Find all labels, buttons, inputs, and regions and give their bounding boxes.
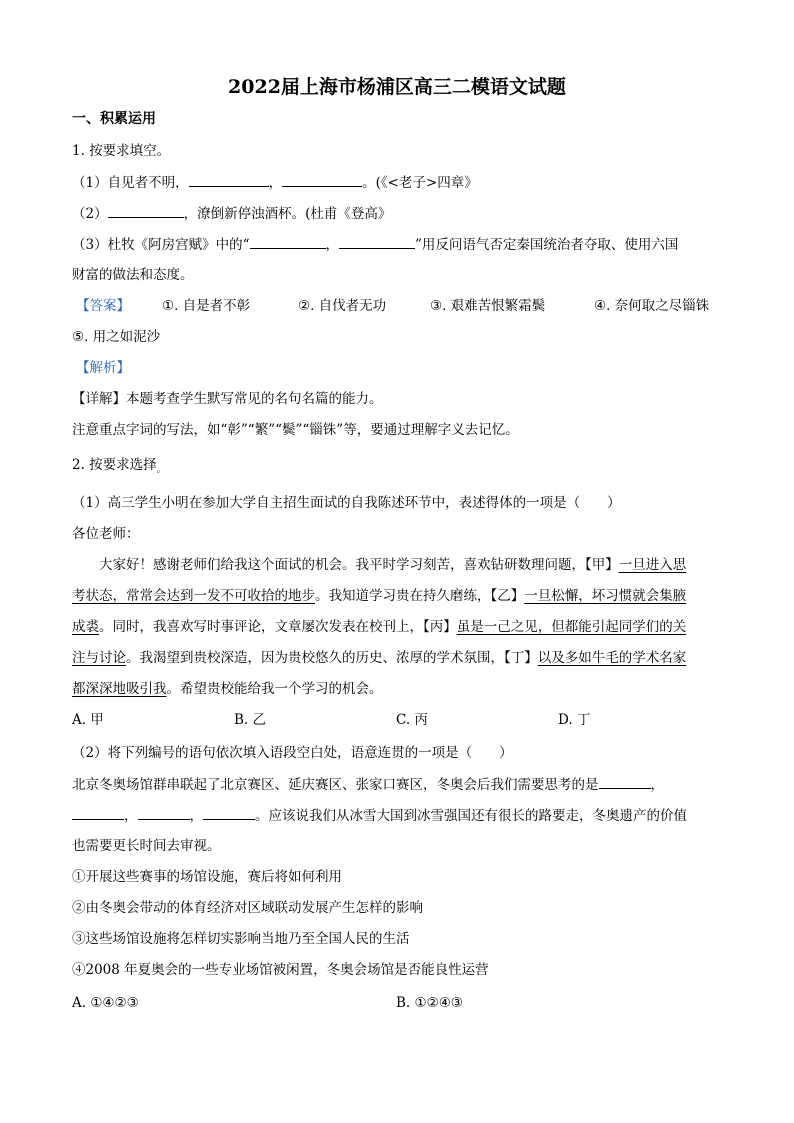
q1-item1-comma: ， <box>268 175 283 191</box>
underlined-phrase-jia: 考状态，常常会达到一发不可收拾的地步 <box>72 588 315 604</box>
q1-item3-prefix: （3）杜牧《阿房宫赋》中的“ <box>72 237 250 253</box>
q1-stem: 1. 按要求填空。 <box>72 143 171 159</box>
answer-blank <box>599 774 651 789</box>
underlined-phrase-jia: 一旦进入思 <box>618 557 687 573</box>
q2-stem <box>72 455 166 480</box>
detail-line-2: 注意重点字词的写法，如“彰”“繁”“鬓”“锱铢”等，要通过理解字义去记忆。 <box>72 422 519 438</box>
q1-item3 <box>72 234 678 255</box>
sub2-line-2 <box>72 805 687 826</box>
answer-blank <box>339 234 415 249</box>
sub2-text: 北京冬奥场馆群串联起了北京赛区、延庆赛区、张家口赛区，冬奥会后我们需要思考的是 <box>72 777 599 793</box>
sub2-text: ， <box>124 808 138 824</box>
underlined-phrase-ding: 都深深地吸引我 <box>72 681 167 697</box>
answer-item-4: ④. 奈何取之尽锱铢 <box>594 298 710 314</box>
answer-blank <box>72 805 124 820</box>
answer-item-3: ③. 艰难苦恨繁霜鬓 <box>430 298 546 314</box>
option-a[interactable]: A. ①④②③ <box>72 995 139 1011</box>
underlined-phrase-bing: 注与讨论 <box>72 650 126 666</box>
q2-sub2: （2）将下列编号的语句依次填入语段空白处，语意连贯的一项是（ ） <box>72 745 513 761</box>
section-heading: 一、积累运用 <box>72 111 156 127</box>
passage-text: 。同时，我喜欢写时事评论，文章屡次发表在校刊上，【丙】 <box>99 619 457 635</box>
analysis-tag: 【解析】 <box>76 360 130 376</box>
underlined-phrase-yi: 一旦松懈，坏习惯就会集腋 <box>524 588 687 604</box>
underlined-phrase-bing: 虽是一己之见，但都能引起同学们的关 <box>456 619 687 635</box>
answer-blank <box>108 203 184 218</box>
answer-blank <box>250 234 326 249</box>
answer-item-2: ②. 自伐者无功 <box>298 298 387 314</box>
passage-line-4 <box>72 648 686 668</box>
options-row-2 <box>72 993 722 1013</box>
page-title: 2022届上海市杨浦区高三二模语文试题 <box>228 76 566 98</box>
answer-blank <box>189 172 269 187</box>
answer-tag: 【答案】 <box>76 298 130 314</box>
passage-line-3 <box>72 617 686 637</box>
option-d[interactable]: D. 丁 <box>558 712 591 728</box>
sub2-line-1 <box>72 774 664 795</box>
option-b[interactable]: B. ①②④③ <box>396 995 463 1011</box>
option-b[interactable]: B. 乙 <box>234 712 267 728</box>
passage-text: 大家好！感谢老师们给我这个面试的机会。我平时学习刻苦，喜欢钻研数理问题，【甲】 <box>99 557 619 573</box>
answer-blank <box>138 805 190 820</box>
sub2-line-3: 也需要更长时间去审视。 <box>72 838 221 854</box>
passage-greeting: 各位老师： <box>72 526 140 542</box>
statement-item: ②由冬奥会带动的体育经济对区域联动发展产生怎样的影响 <box>72 900 423 916</box>
option-c[interactable]: C. 丙 <box>396 712 428 728</box>
passage-line-1 <box>99 555 686 575</box>
statement-item: ①开展这些赛事的场馆设施，赛后将如何利用 <box>72 869 342 885</box>
q1-item2-suffix: ，潦倒新停浊酒杯。(杜甫《登高》 <box>183 206 392 222</box>
q1-item1-prefix: （1）自见者不明， <box>72 175 189 191</box>
passage-text: 。我渴望到贵校深造，因为贵校悠久的历史、浓厚的学术氛围，【丁】 <box>126 650 538 666</box>
underlined-phrase-ding: 以及多如牛毛的学术名家 <box>537 650 687 666</box>
q1-item2-prefix: （2） <box>72 206 108 222</box>
q1-item1 <box>72 172 478 193</box>
q2-stem-text: 2. 按要求选择 <box>72 457 157 473</box>
answer-item-1: ①. 自是者不彰 <box>162 298 251 314</box>
q1-item2 <box>72 203 391 224</box>
underlined-phrase-yi: 成裘 <box>72 619 99 635</box>
sub2-text: ， <box>650 777 664 793</box>
options-row-1 <box>72 710 722 730</box>
sub2-text: 。应该说我们从冰雪大国到冰雪强国还有很长的路要走，冬奥遗产的价值 <box>255 808 687 824</box>
passage-text: 。希望贵校能给我一个学习的机会。 <box>166 681 383 697</box>
sub2-text: ， <box>189 808 203 824</box>
option-a[interactable]: A. 甲 <box>72 712 104 728</box>
q1-item3-line2: 财富的做法和态度。 <box>72 267 194 283</box>
q1-item3-comma: ， <box>325 237 339 253</box>
passage-text: 。我知道学习贵在持久磨练，【乙】 <box>315 588 525 604</box>
q1-item1-suffix: 。(《<老子>四章》 <box>362 175 478 191</box>
answer-blank <box>203 805 255 820</box>
passage-line-2 <box>72 586 686 606</box>
passage-line-5 <box>72 679 383 699</box>
statement-item: ③这些场馆设施将怎样切实影响当地乃至全国人民的生活 <box>72 931 410 947</box>
q1-item3-suffix: ”用反问语气否定秦国统治者夺取、使用六国 <box>415 237 679 253</box>
answer-blank <box>282 172 362 187</box>
detail-line-1: 【详解】本题考查学生默写常见的名句名篇的能力。 <box>72 391 383 407</box>
answer-item-5: ⑤. 用之如泥沙 <box>72 329 161 345</box>
q2-stem-mark: 。 <box>156 465 166 475</box>
q2-sub1: （1）高三学生小明在参加大学自主招生面试的自我陈述环节中，表述得体的一项是（ ） <box>72 495 621 511</box>
statement-item: ④2008 年夏奥会的一些专业场馆被闲置，冬奥会场馆是否能良性运营 <box>72 962 489 978</box>
answer-row <box>76 296 726 316</box>
